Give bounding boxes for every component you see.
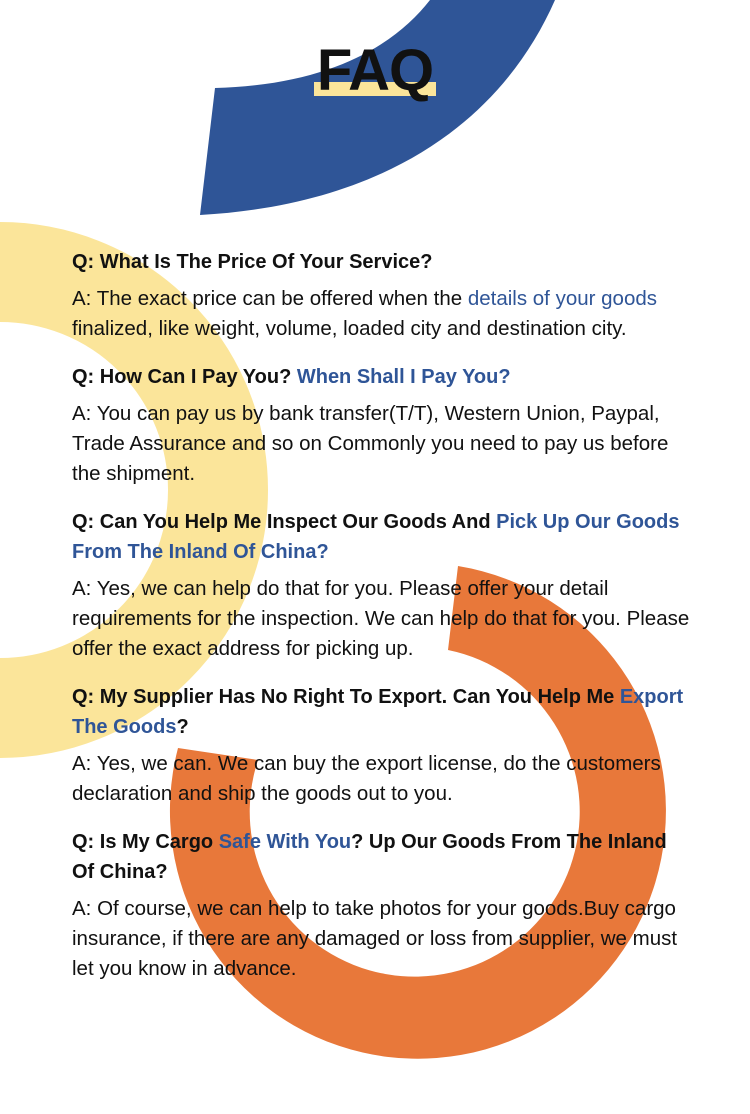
faq-question [72, 507, 692, 567]
faq-answer [72, 894, 692, 984]
question-text: ? Up Our Goods From The Inland Of China? [72, 831, 667, 883]
faq-answer [72, 399, 692, 489]
blue-arc-decoration [200, 0, 555, 215]
faq-item [72, 827, 692, 984]
highlighted-link[interactable]: Export The Goods [72, 686, 684, 738]
faq-question [72, 682, 692, 742]
answer-text: A: Yes, we can. We can buy the export license, do the customers declaration and ship the goods out to you. [72, 752, 661, 805]
faq-question [72, 362, 692, 392]
highlighted-link[interactable]: details of your goods [467, 287, 658, 310]
answer-text: A: Of course, we can help to take photos for your goods.Buy cargo insurance, if there are any damaged or loss from supplier, we must let you know in advance. [72, 897, 678, 980]
faq-item [72, 362, 692, 489]
answer-text: A: You can pay us by bank transfer(T/T), Western Union, Paypal, Trade Assurance and so on Commonly you need to pay us before the shipment. [72, 402, 669, 485]
faq-answer [72, 574, 692, 664]
question-text: ? [176, 716, 189, 738]
question-text: Q: Is My Cargo [72, 831, 219, 853]
page-title [317, 38, 433, 104]
answer-text: A: The exact price can be offered when the [72, 287, 468, 310]
highlighted-link[interactable]: When Shall I Pay You? [296, 366, 511, 388]
faq-item [72, 507, 692, 664]
title-area [0, 38, 750, 104]
faq-question [72, 827, 692, 887]
faq-item [72, 247, 692, 344]
highlighted-link[interactable]: Pick Up Our Goods From The Inland Of China? [72, 511, 680, 563]
faq-answer [72, 749, 692, 809]
question-text: Q: Can You Help Me Inspect Our Goods And [72, 511, 497, 533]
answer-text: finalized, like weight, volume, loaded city and destination city. [72, 317, 627, 340]
answer-text: A: Yes, we can help do that for you. Please offer your detail requirements for the inspection. We can help do that for you. Please offer the exact address for picking up. [72, 577, 690, 660]
highlighted-link[interactable]: Safe With You [218, 831, 352, 853]
page-title-text: FAQ [316, 38, 434, 103]
faq-question [72, 247, 692, 277]
question-text: Q: My Supplier Has No Right To Export. Can You Help Me [72, 686, 620, 708]
faq-item [72, 682, 692, 809]
faq-list [72, 247, 692, 1002]
question-text: Q: How Can I Pay You? [72, 366, 297, 388]
faq-answer [72, 284, 692, 344]
question-text: Q: What Is The Price Of Your Service? [72, 251, 433, 273]
